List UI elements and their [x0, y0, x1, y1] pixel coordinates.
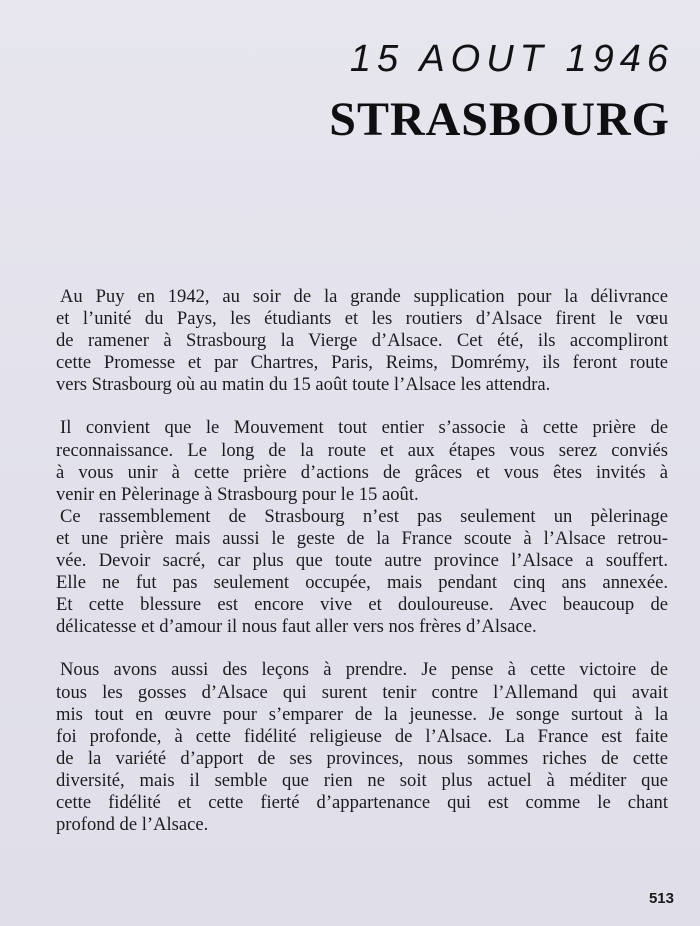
- text-line: à vous unir à cette prière d’actions de grâces et vous êtes invités à: [56, 461, 668, 483]
- paragraph-gap: [56, 638, 668, 659]
- text-line: et une prière mais aussi le geste de la France scoute à l’Alsace retrou-: [56, 527, 668, 549]
- text-line: Au Puy en 1942, au soir de la grande supplication pour la délivrance: [60, 286, 668, 307]
- text-line: venir en Pèlerinage à Strasbourg pour le 15 août.: [56, 483, 419, 505]
- text-line: reconnaissance. Le long de la route et aux étapes vous serez conviés: [56, 439, 668, 461]
- page-date: 15 AOUT 1946: [349, 38, 674, 80]
- text-line: Nous avons aussi des leçons à prendre. Je pense à cette victoire de: [60, 659, 668, 681]
- text-line: Ce rassemblement de Strasbourg n’est pas seulement un pèlerinage: [60, 505, 668, 527]
- text-line: cette fidélité et cette fierté d’appartenance qui est comme le chant: [56, 791, 668, 813]
- text-line: délicatesse et d’amour il nous faut aller vers nos frères d’Alsace.: [56, 616, 537, 638]
- text-line: Et cette blessure est encore vive et douloureuse. Avec beaucoup de: [56, 594, 668, 616]
- text-line: diversité, mais il semble que rien ne soit plus actuel à méditer que: [56, 769, 668, 791]
- text-line: vers Strasbourg où au matin du 15 août toute l’Alsace les attendra.: [56, 374, 551, 396]
- text-line: Il convient que le Mouvement tout entier s’associe à cette prière de: [60, 417, 668, 439]
- text-line: cette Promesse et par Chartres, Paris, Reims, Domrémy, ils feront route: [56, 352, 668, 374]
- text-line: Elle ne fut pas seulement occupée, mais pendant cinq ans annexée.: [56, 572, 668, 594]
- text-line: de ramener à Strasbourg la Vierge d’Alsace. Cet été, ils accompliront: [56, 330, 668, 352]
- text-line: mis tout en œuvre pour s’emparer de la jeunesse. Je songe surtout à la: [56, 703, 668, 725]
- text-line: vée. Devoir sacré, car plus que toute autre province l’Alsace a souffert.: [56, 550, 668, 572]
- page-number: 513: [648, 890, 674, 907]
- text-line: foi profonde, à cette fidélité religieuse de l’Alsace. La France est faite: [56, 725, 668, 747]
- text-line: profond de l’Alsace.: [56, 814, 209, 836]
- article-body: [56, 286, 668, 836]
- text-line: de la variété d’apport de ses provinces, nous sommes riches de cette: [56, 747, 668, 769]
- text-line: et l’unité du Pays, les étudiants et les routiers d’Alsace firent le vœu: [56, 308, 668, 330]
- text-line: tous les gosses d’Alsace qui surent tenir contre l’Allemand qui avait: [56, 681, 668, 703]
- paragraph-gap: [56, 396, 668, 417]
- page-title: STRASBOURG: [329, 93, 670, 146]
